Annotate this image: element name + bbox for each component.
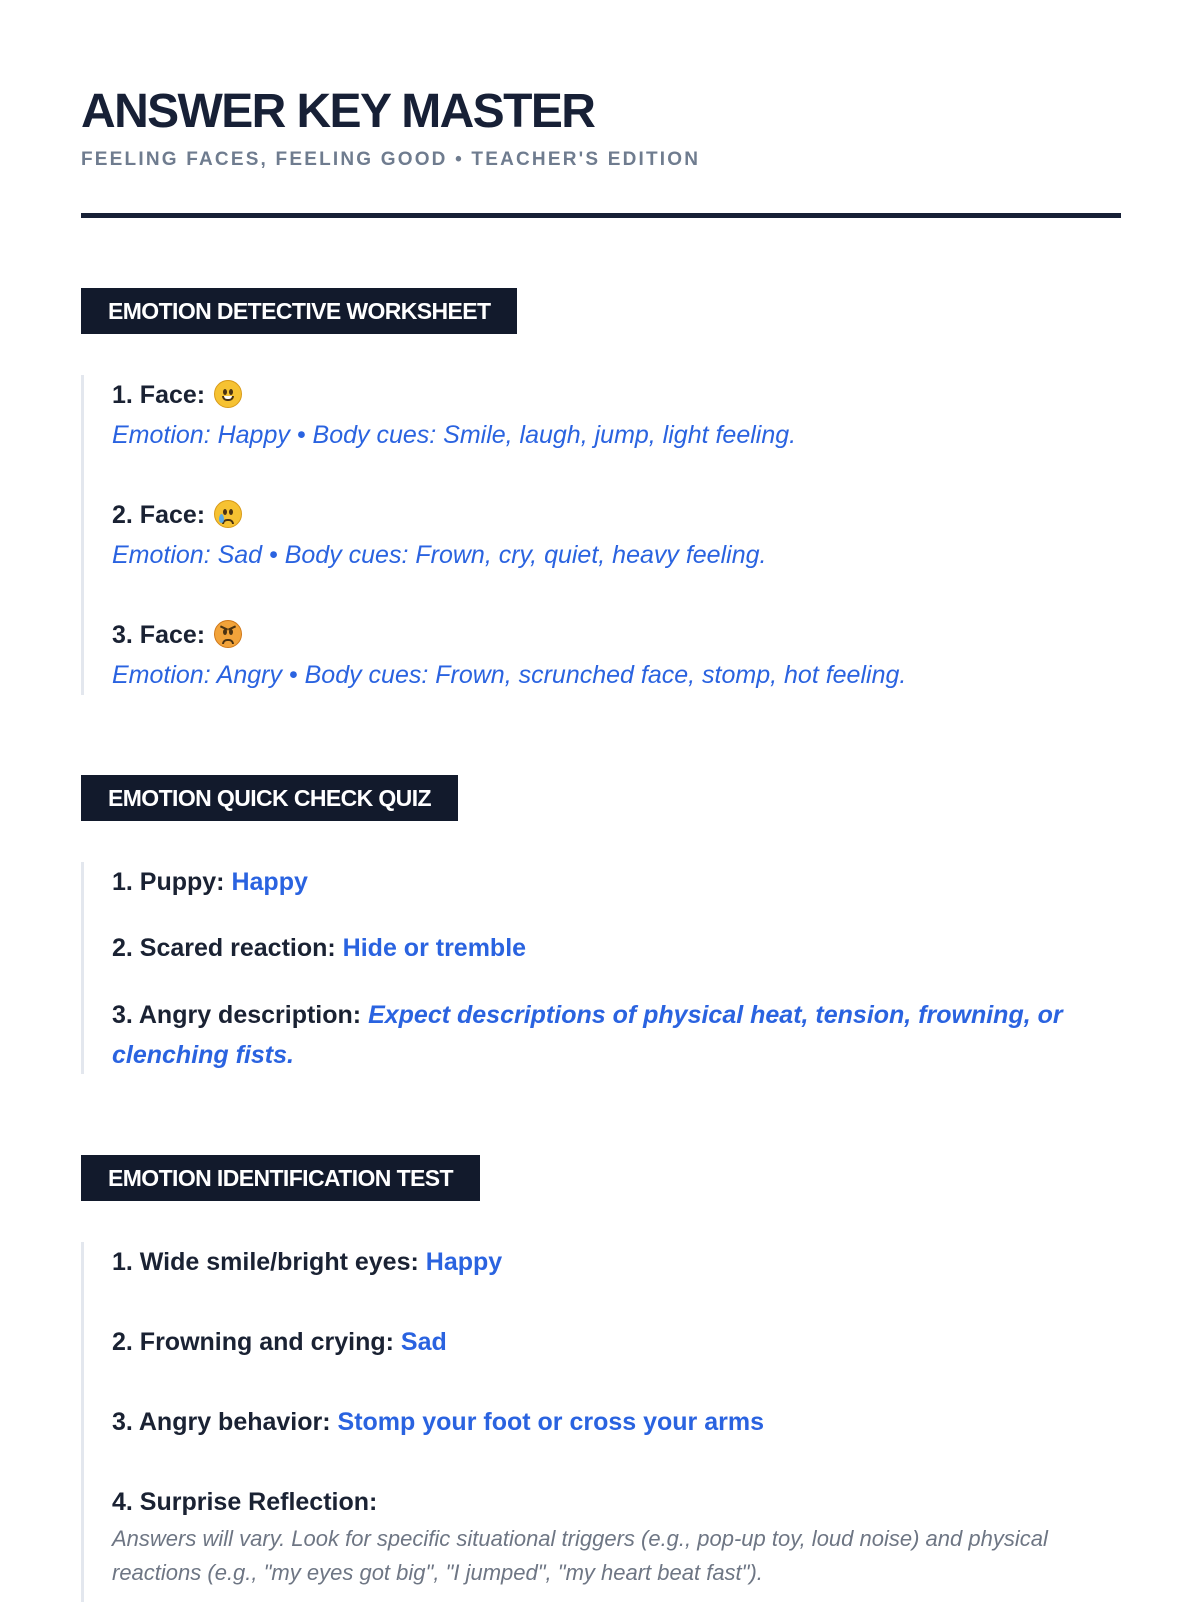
header-divider [81,213,1121,218]
question-label: 3. Angry behavior: [112,1408,331,1436]
test-item-1 [112,1242,1121,1282]
answer-note: Answers will vary. Look for specific situational triggers (e.g., pop-up toy, loud noise) and physical reactions (e.g., "my eyes got big", "I jumped", "my heart beat fast"). [112,1526,1048,1585]
worksheet-heading: EMOTION DETECTIVE WORKSHEET [81,288,517,334]
page-subtitle: FEELING FACES, FEELING GOOD • TEACHER'S EDITION [81,149,701,170]
test-item-3 [112,1402,1121,1442]
question-label: 3. Angry description: [112,1001,362,1029]
worksheet-item-2 [112,495,1121,575]
angry-face-icon [214,620,242,648]
question-label: 2. Scared reaction: [112,934,336,962]
answer-text: Hide or tremble [342,934,527,962]
worksheet-answers [81,375,1121,695]
answer-text: Emotion: Sad • Body cues: Frown, cry, quiet, heavy feeling. [112,541,767,569]
worksheet-item-3 [112,615,1121,695]
question-label: 1. Wide smile/bright eyes: [112,1248,419,1276]
worksheet-item-1 [112,375,1121,455]
question-label: 2. Frowning and crying: [112,1328,394,1356]
quiz-heading: EMOTION QUICK CHECK QUIZ [81,775,458,821]
answer-text: Expect descriptions of physical heat, tension, frowning, or clenching fists. [112,1001,1063,1069]
crying-face-icon [214,500,242,528]
page-title: ANSWER KEY MASTER [81,85,595,138]
answer-text: Happy [231,868,308,896]
answer-text: Stomp your foot or cross your arms [337,1408,764,1436]
test-heading: EMOTION IDENTIFICATION TEST [81,1155,480,1201]
question-label: 2. Face: [112,501,206,529]
quiz-item-1 [112,862,1121,902]
quiz-item-3 [112,995,1121,1075]
answer-text: Emotion: Angry • Body cues: Frown, scrunched face, stomp, hot feeling. [112,661,907,689]
quiz-item-2 [112,928,1121,968]
test-item-2 [112,1322,1121,1362]
grinning-face-icon [214,380,242,408]
answer-text: Emotion: Happy • Body cues: Smile, laugh, jump, light feeling. [112,421,797,449]
answer-text: Happy [425,1248,503,1276]
quiz-answers [81,862,1121,1074]
test-answers [81,1242,1121,1602]
test-item-4 [112,1482,1121,1590]
answer-text: Sad [400,1328,447,1356]
question-label: 1. Puppy: [112,868,225,896]
question-label: 3. Face: [112,621,206,649]
question-label: 4. Surprise Reflection: [112,1488,378,1516]
question-label: 1. Face: [112,381,206,409]
